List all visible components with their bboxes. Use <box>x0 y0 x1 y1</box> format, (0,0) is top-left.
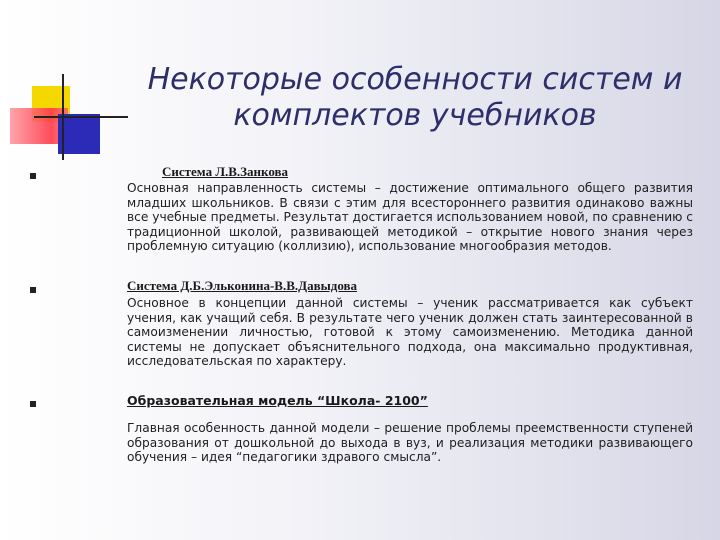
bullet-icon <box>30 173 36 179</box>
decor-horizontal-line <box>34 116 128 118</box>
bullet-icon <box>30 287 36 293</box>
slide-title: Некоторые особенности систем и комплектов учебников <box>147 62 683 133</box>
section-heading-zankov: Система Л.В.Занкова <box>162 164 289 179</box>
section-heading-elkonin: Система Д.Б.Эльконина-В.В.Давыдова <box>127 278 358 293</box>
decor-blue-square <box>58 114 100 154</box>
section-text-zankov: Основная направленность системы – достижение оптимального общего развития младших школьников. В связи с этим для всестороннего развития одинаково важны все учебные предметы. Результат достигается использованием новой, по сравнению с традиционной школой, развивающей методикой – открытие нового знания через проблемную ситуацию (коллизию), использование многообразия методов. <box>127 181 693 254</box>
section-heading-school2100: Образовательная модель “Школа- 2100” <box>127 393 428 408</box>
section-text-elkonin: Основное в концепции данной системы – ученик рассматривается как субъект учения, как учащий себя. В результате чего ученик должен стать заинтересованной в самоизменении личностью, готовой к этому самоизменению. Методика данной системы не допускает объяснительного подхода, она максимально продуктивная, исследовательская по характеру. <box>127 296 693 369</box>
section-text-school2100: Главная особенность данной модели – решение проблемы преемственности ступеней образования от дошкольной до выхода в вуз, и реализация методики развивающего обучения – идея “педагогики здравого смысла”. <box>127 421 693 465</box>
bullet-icon <box>30 401 36 407</box>
